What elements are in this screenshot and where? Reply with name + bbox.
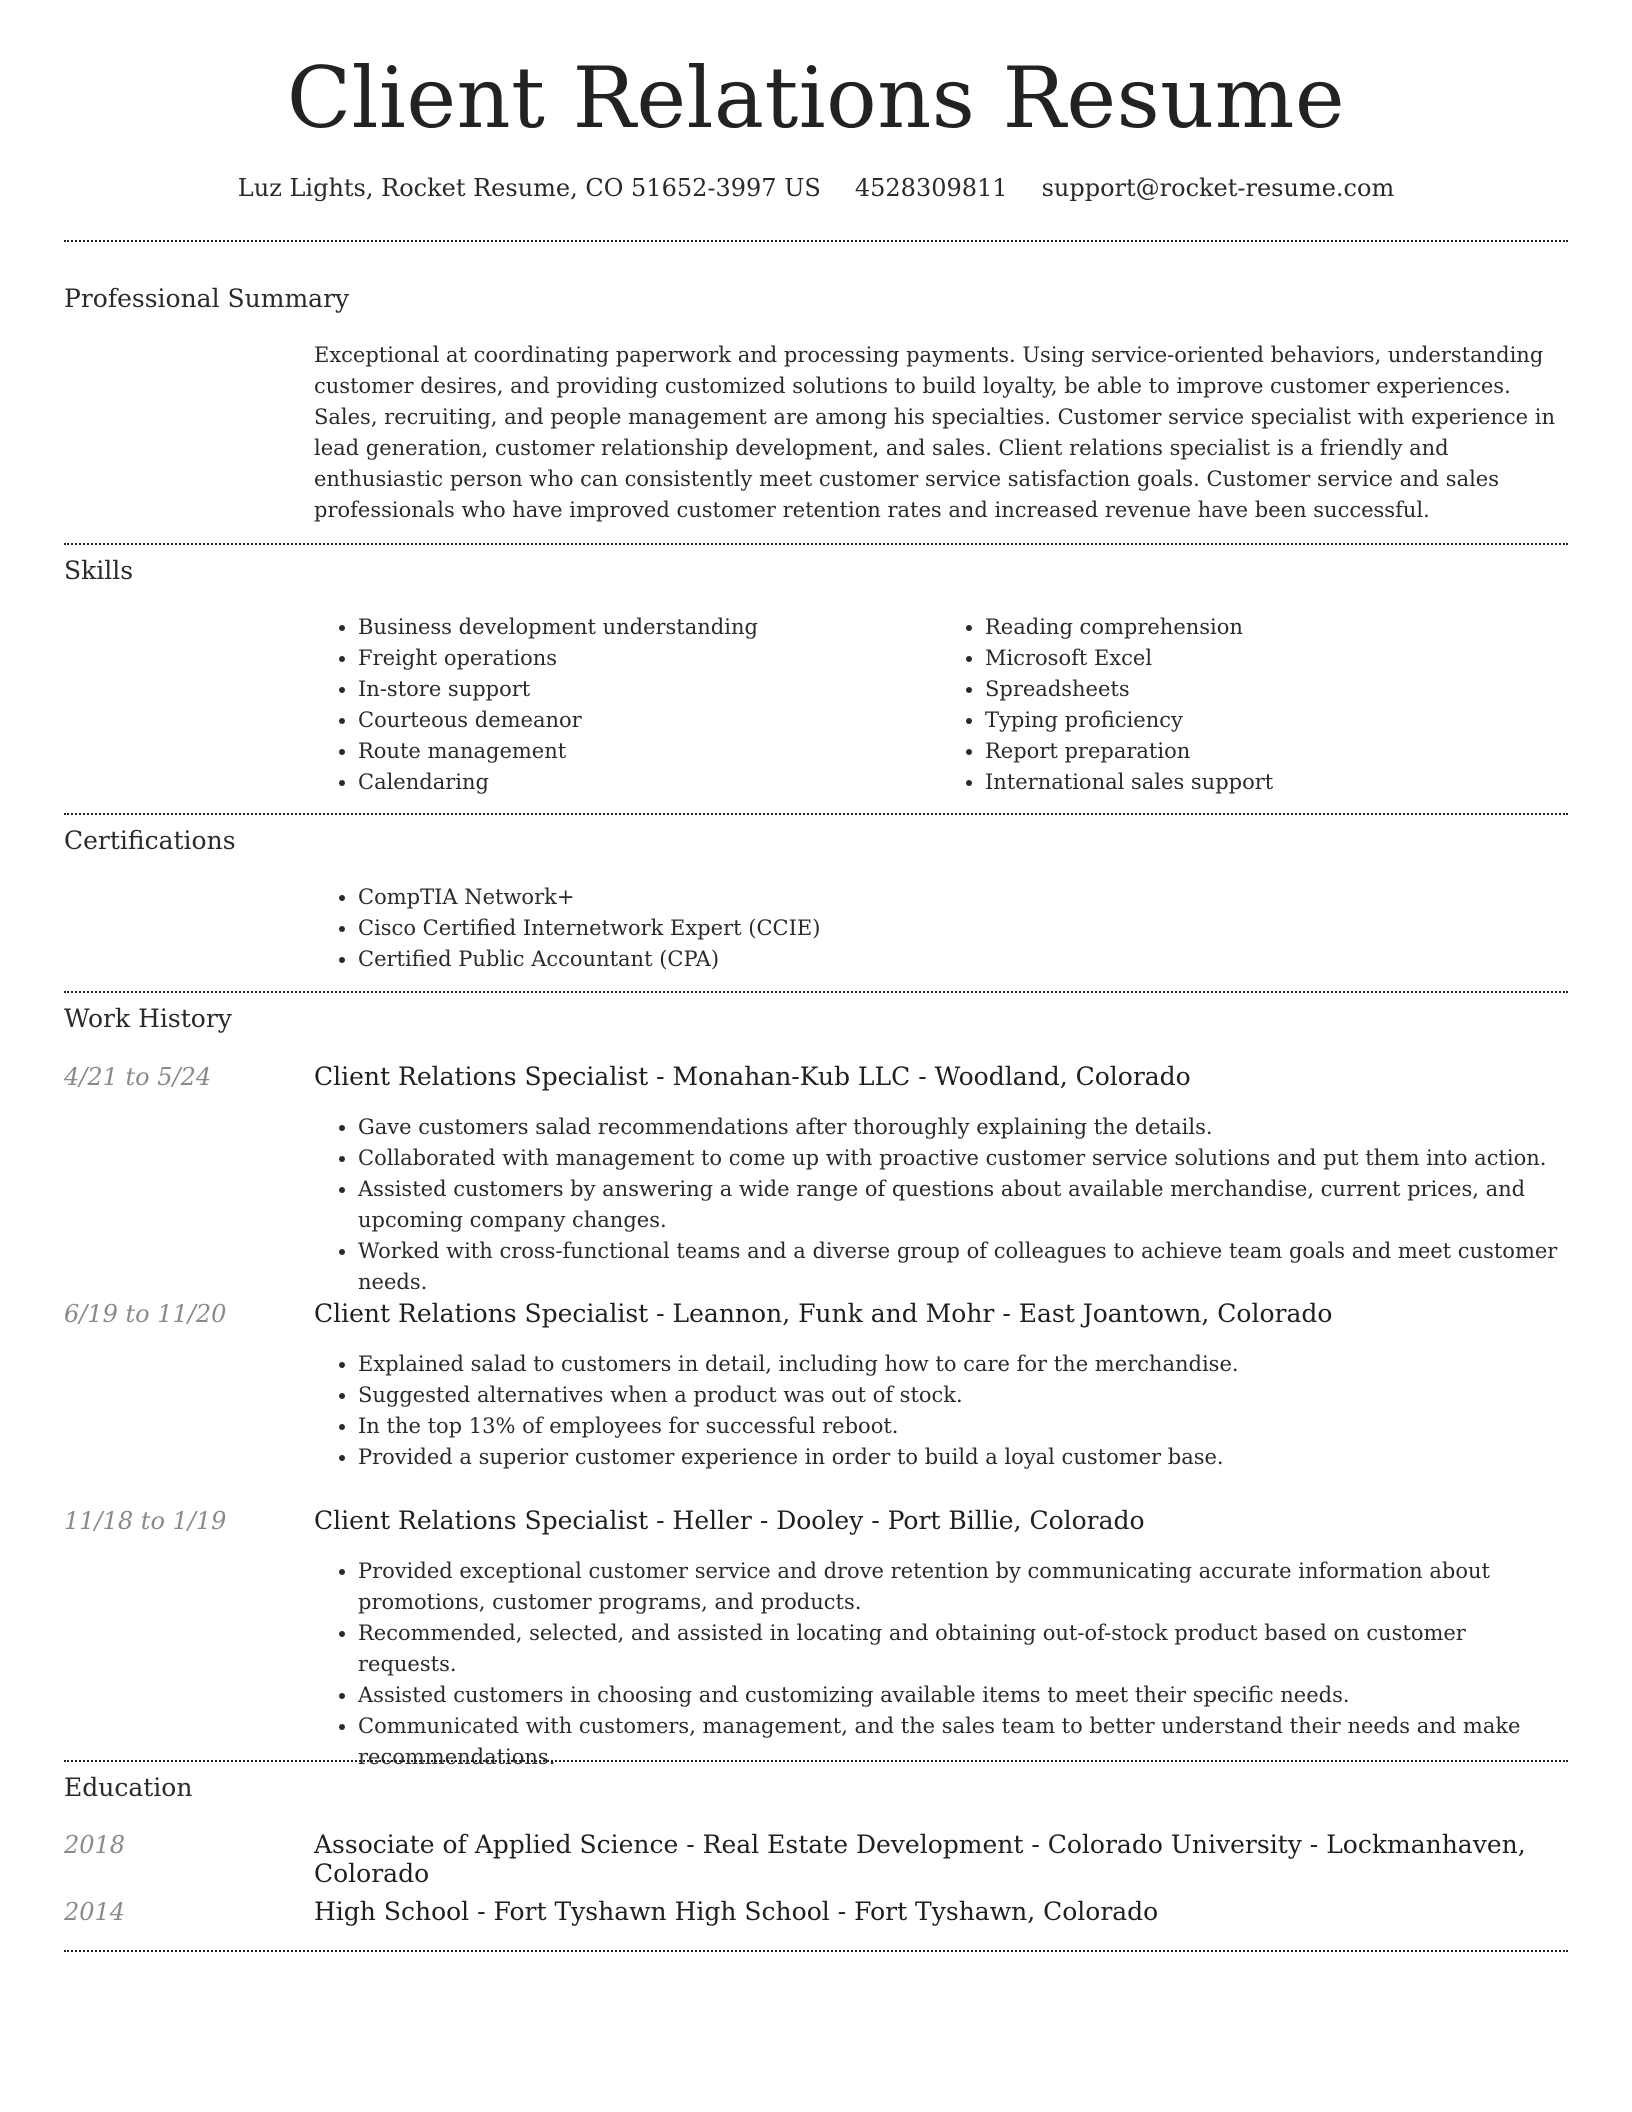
job-bullet: • Assisted customers by answering a wide range of questions about available merchandise, current prices, and upcoming company changes. — [358, 1174, 1568, 1236]
job-entry — [64, 1506, 1568, 1535]
divider — [64, 240, 1568, 242]
skills-list — [314, 612, 1568, 798]
divider — [64, 991, 1568, 993]
summary-section — [64, 284, 1568, 313]
work-history-section — [64, 1004, 1568, 1033]
job-entry — [64, 1062, 1568, 1091]
skills-column-left — [314, 612, 941, 798]
education-title: Associate of Applied Science - Real Estate Development - Colorado University - Lockmanhaven, Colorado — [314, 1830, 1526, 1888]
job-bullet: • Assisted customers in choosing and customizing available items to meet their specific needs. — [358, 1680, 1568, 1711]
job-bullet: • Gave customers salad recommendations after thoroughly explaining the details. — [358, 1112, 1568, 1143]
job-bullet: • Communicated with customers, management, and the sales team to better understand their needs and make recommendations. — [358, 1711, 1568, 1773]
education-entry — [64, 1897, 1568, 1926]
job-bullet: • Recommended, selected, and assisted in locating and obtaining out-of-stock product based on customer requests. — [358, 1618, 1568, 1680]
divider — [64, 813, 1568, 815]
education-entry — [64, 1830, 1568, 1888]
skill-item: • In-store support — [358, 674, 941, 705]
contact-line — [0, 174, 1632, 202]
certifications-section — [64, 826, 1568, 855]
job-title: Client Relations Specialist - Monahan-Kub LLC - Woodland, Colorado — [314, 1062, 1191, 1091]
job-bullet: • Suggested alternatives when a product was out of stock. — [358, 1380, 1568, 1411]
education-year: 2014 — [64, 1898, 126, 1926]
job-entry — [64, 1299, 1568, 1328]
skill-item: • Route management — [358, 736, 941, 767]
skills-section — [64, 556, 1568, 585]
divider — [64, 1950, 1568, 1952]
section-title-work-history: Work History — [64, 1004, 232, 1033]
certification-item: • CompTIA Network+ — [358, 882, 1568, 913]
certification-item: • Certified Public Accountant (CPA) — [358, 944, 1568, 975]
contact-address: Luz Lights, Rocket Resume, CO 51652-3997 US — [237, 174, 821, 203]
skill-item: • Microsoft Excel — [985, 643, 1568, 674]
job-bullet: • In the top 13% of employees for successful reboot. — [358, 1411, 1568, 1442]
skill-item: • Typing proficiency — [985, 705, 1568, 736]
job-bullets — [314, 1556, 1568, 1773]
job-title: Client Relations Specialist - Heller - Dooley - Port Billie, Colorado — [314, 1506, 1145, 1535]
divider — [64, 543, 1568, 545]
education-year: 2018 — [64, 1831, 126, 1859]
summary-text: Exceptional at coordinating paperwork and processing payments. Using service-oriented behaviors, understanding customer desires, and providing customized solutions to build loyalty, be able to improve customer experiences. Sales, recruiting, and people management are among his specialties. Customer service specialist with experience in lead generation, customer relationship development, and sales. Client relations specialist is a friendly and enthusiastic person who can consistently meet customer service satisfaction goals. Customer service and sales professionals who have improved customer retention rates and increased revenue have been successful. — [314, 343, 1556, 522]
skill-item: • Calendaring — [358, 767, 941, 798]
job-dates: 11/18 to 1/19 — [64, 1507, 227, 1535]
section-title-summary: Professional Summary — [64, 284, 350, 313]
education-title: High School - Fort Tyshawn High School - Fort Tyshawn, Colorado — [314, 1897, 1159, 1926]
skill-item: • Reading comprehension — [985, 612, 1568, 643]
job-title: Client Relations Specialist - Leannon, Funk and Mohr - East Joantown, Colorado — [314, 1299, 1333, 1328]
skill-item: • Freight operations — [358, 643, 941, 674]
skill-item: • Courteous demeanor — [358, 705, 941, 736]
contact-email: support@rocket-resume.com — [1041, 174, 1395, 203]
job-bullet: • Provided exceptional customer service and drove retention by communicating accurate information about promotions, customer programs, and products. — [358, 1556, 1568, 1618]
job-bullet: • Worked with cross-functional teams and a diverse group of colleagues to achieve team goals and meet customer needs. — [358, 1236, 1568, 1298]
education-section — [64, 1773, 1568, 1802]
resume-header — [0, 0, 1632, 202]
skill-item: • International sales support — [985, 767, 1568, 798]
job-bullets — [314, 1349, 1568, 1473]
job-bullet: • Provided a superior customer experience in order to build a loyal customer base. — [358, 1442, 1568, 1473]
certifications-list — [314, 882, 1568, 975]
skills-column-right — [941, 612, 1568, 798]
skill-item: • Business development understanding — [358, 612, 941, 643]
certification-item: • Cisco Certified Internetwork Expert (CCIE) — [358, 913, 1568, 944]
section-title-education: Education — [64, 1773, 193, 1802]
section-title-certifications: Certifications — [64, 826, 236, 855]
job-bullets — [314, 1112, 1568, 1298]
resume-title: Client Relations Resume — [286, 49, 1346, 147]
contact-phone: 4528309811 — [854, 174, 1008, 203]
job-bullet: • Collaborated with management to come up with proactive customer service solutions and put them into action. — [358, 1143, 1568, 1174]
skill-item: • Report preparation — [985, 736, 1568, 767]
job-dates: 4/21 to 5/24 — [64, 1063, 212, 1091]
divider — [64, 1760, 1568, 1762]
section-title-skills: Skills — [64, 556, 134, 585]
skill-item: • Spreadsheets — [985, 674, 1568, 705]
job-dates: 6/19 to 11/20 — [64, 1300, 227, 1328]
job-bullet: • Explained salad to customers in detail, including how to care for the merchandise. — [358, 1349, 1568, 1380]
